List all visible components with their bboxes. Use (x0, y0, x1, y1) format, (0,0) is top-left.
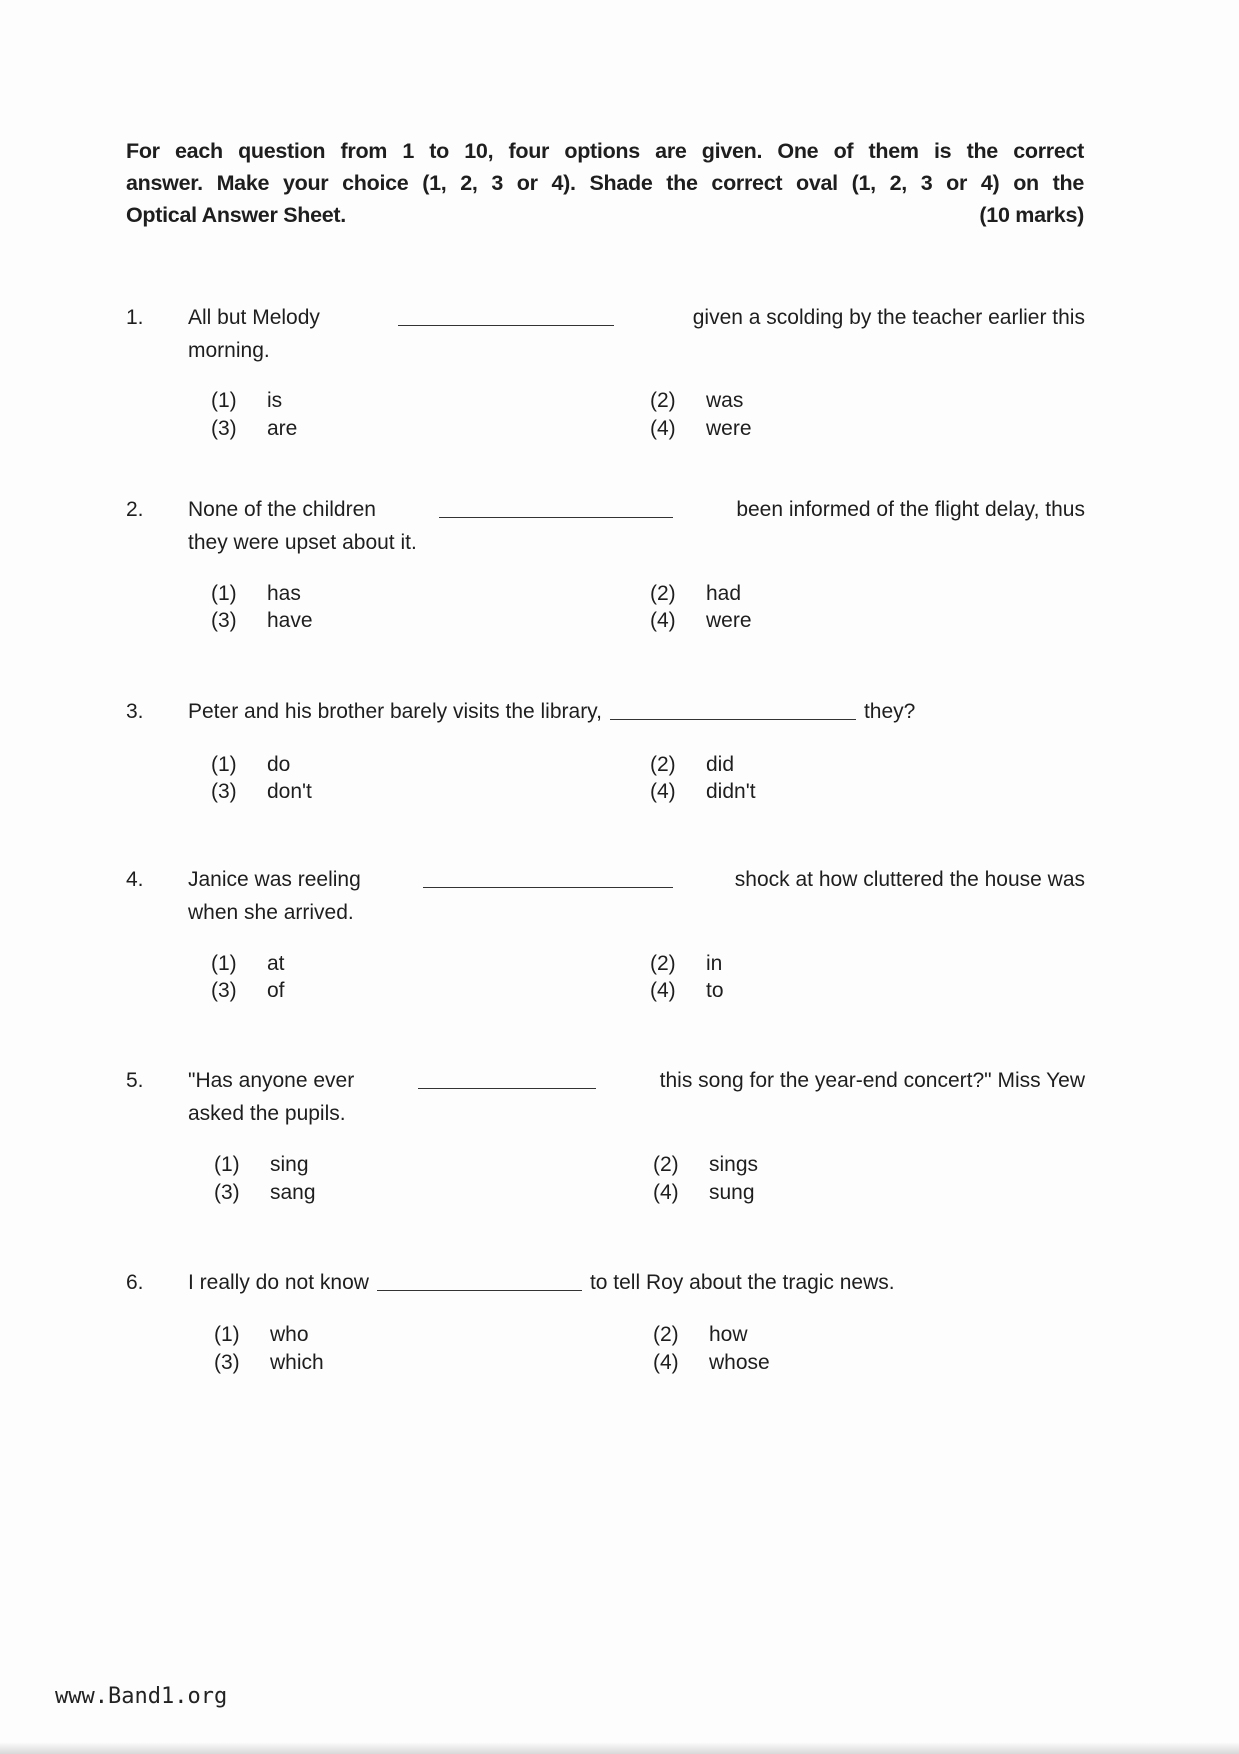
question-text-after: to tell Roy about the tragic news. (589, 1271, 895, 1294)
option-text: whose (709, 1351, 770, 1374)
option-text: who (270, 1323, 309, 1346)
question-continuation: asked the pupils. (188, 1102, 346, 1125)
instructions-line-3 (126, 202, 1084, 228)
option-text: have (267, 609, 313, 632)
option-text: don't (267, 780, 312, 803)
option-text: were (706, 609, 752, 632)
option-label: (1) (211, 952, 237, 975)
answer-blank (398, 305, 614, 326)
option-text: to (706, 979, 724, 1002)
option-text: had (706, 582, 742, 605)
option-3 (214, 1180, 316, 1206)
question-text-before: Peter and his brother barely visits the library, (188, 700, 602, 723)
option-2 (650, 951, 722, 977)
question-number: 5. (126, 1069, 144, 1092)
option-3 (211, 416, 297, 442)
option-4 (653, 1350, 770, 1376)
question-text-before: "Has anyone ever (188, 1069, 355, 1092)
option-text: of (267, 979, 285, 1002)
instructions-text: Optical Answer Sheet. (126, 203, 346, 227)
question-text-before: Janice was reeling (188, 868, 361, 891)
instructions-line-2: answer. Make your choice (1, 2, 3 or 4). Shade the correct oval (1, 2, 3 or 4) on the (126, 171, 1084, 195)
option-label: (4) (653, 1351, 679, 1374)
answer-blank (423, 867, 673, 888)
option-2 (650, 752, 734, 778)
option-1 (214, 1152, 309, 1178)
option-4 (650, 608, 752, 634)
option-2 (653, 1322, 748, 1348)
answer-blank (439, 497, 673, 518)
question-text-before: I really do not know (188, 1271, 369, 1294)
question-number: 2. (126, 498, 144, 521)
question-text-after: been informed of the flight delay, thus (736, 498, 1085, 521)
question-text-after: they? (863, 700, 916, 723)
option-1 (214, 1322, 309, 1348)
option-label: (3) (211, 417, 237, 440)
answer-blank (610, 699, 856, 720)
option-text: how (709, 1323, 748, 1346)
option-text: sing (270, 1153, 309, 1176)
question-number: 3. (126, 700, 144, 723)
option-4 (653, 1180, 755, 1206)
option-text: didn't (706, 780, 756, 803)
question-continuation: morning. (188, 339, 270, 362)
option-text: were (706, 417, 752, 440)
option-label: (3) (211, 609, 237, 632)
option-text: sings (709, 1153, 759, 1176)
option-label: (3) (214, 1351, 240, 1374)
option-label: (1) (211, 753, 237, 776)
option-text: are (267, 417, 298, 440)
watermark: www.Band1.org (55, 1684, 228, 1709)
option-label: (4) (650, 609, 676, 632)
option-3 (214, 1350, 324, 1376)
option-label: (2) (650, 389, 676, 412)
option-text: did (706, 753, 735, 776)
question-text-after: shock at how cluttered the house was (734, 868, 1085, 891)
option-label: (4) (653, 1181, 679, 1204)
option-4 (650, 978, 724, 1004)
question-continuation: they were upset about it. (188, 531, 417, 554)
option-label: (3) (211, 979, 237, 1002)
question-number: 1. (126, 306, 144, 329)
option-text: sang (270, 1181, 316, 1204)
option-2 (650, 388, 743, 414)
option-label: (4) (650, 979, 676, 1002)
option-label: (2) (653, 1323, 679, 1346)
instructions-line-1: For each question from 1 to 10, four options are given. One of them is the correct (126, 139, 1084, 163)
option-1 (211, 951, 285, 977)
option-text: is (267, 389, 283, 412)
question-text-before: All but Melody (188, 306, 320, 329)
marks-label: (10 marks) (979, 203, 1084, 227)
option-label: (1) (211, 389, 237, 412)
question-number: 4. (126, 868, 144, 891)
option-label: (1) (214, 1323, 240, 1346)
option-text: was (706, 389, 744, 412)
option-label: (2) (650, 753, 676, 776)
option-label: (4) (650, 417, 676, 440)
option-1 (211, 752, 290, 778)
option-label: (4) (650, 780, 676, 803)
option-text: which (270, 1351, 324, 1374)
question-text-after: given a scolding by the teacher earlier this (692, 306, 1085, 329)
option-label: (2) (650, 952, 676, 975)
option-1 (211, 581, 301, 607)
option-2 (653, 1152, 758, 1178)
option-4 (650, 416, 752, 442)
answer-blank (418, 1068, 596, 1089)
question-text-before: None of the children (188, 498, 376, 521)
option-label: (3) (211, 780, 237, 803)
option-label: (1) (214, 1153, 240, 1176)
option-3 (211, 779, 312, 805)
option-3 (211, 608, 313, 634)
option-label: (2) (653, 1153, 679, 1176)
option-4 (650, 779, 756, 805)
question-number: 6. (126, 1271, 144, 1294)
option-label: (2) (650, 582, 676, 605)
question-continuation: when she arrived. (188, 901, 354, 924)
answer-blank (377, 1270, 582, 1291)
option-text: has (267, 582, 301, 605)
option-3 (211, 978, 285, 1004)
option-label: (3) (214, 1181, 240, 1204)
option-1 (211, 388, 282, 414)
option-text: at (267, 952, 285, 975)
option-text: do (267, 753, 291, 776)
option-2 (650, 581, 741, 607)
option-text: in (706, 952, 723, 975)
option-label: (1) (211, 582, 237, 605)
scan-edge-shadow (0, 1742, 1239, 1754)
option-text: sung (709, 1181, 755, 1204)
question-text-after: this song for the year-end concert?" Miss Yew (659, 1069, 1085, 1092)
